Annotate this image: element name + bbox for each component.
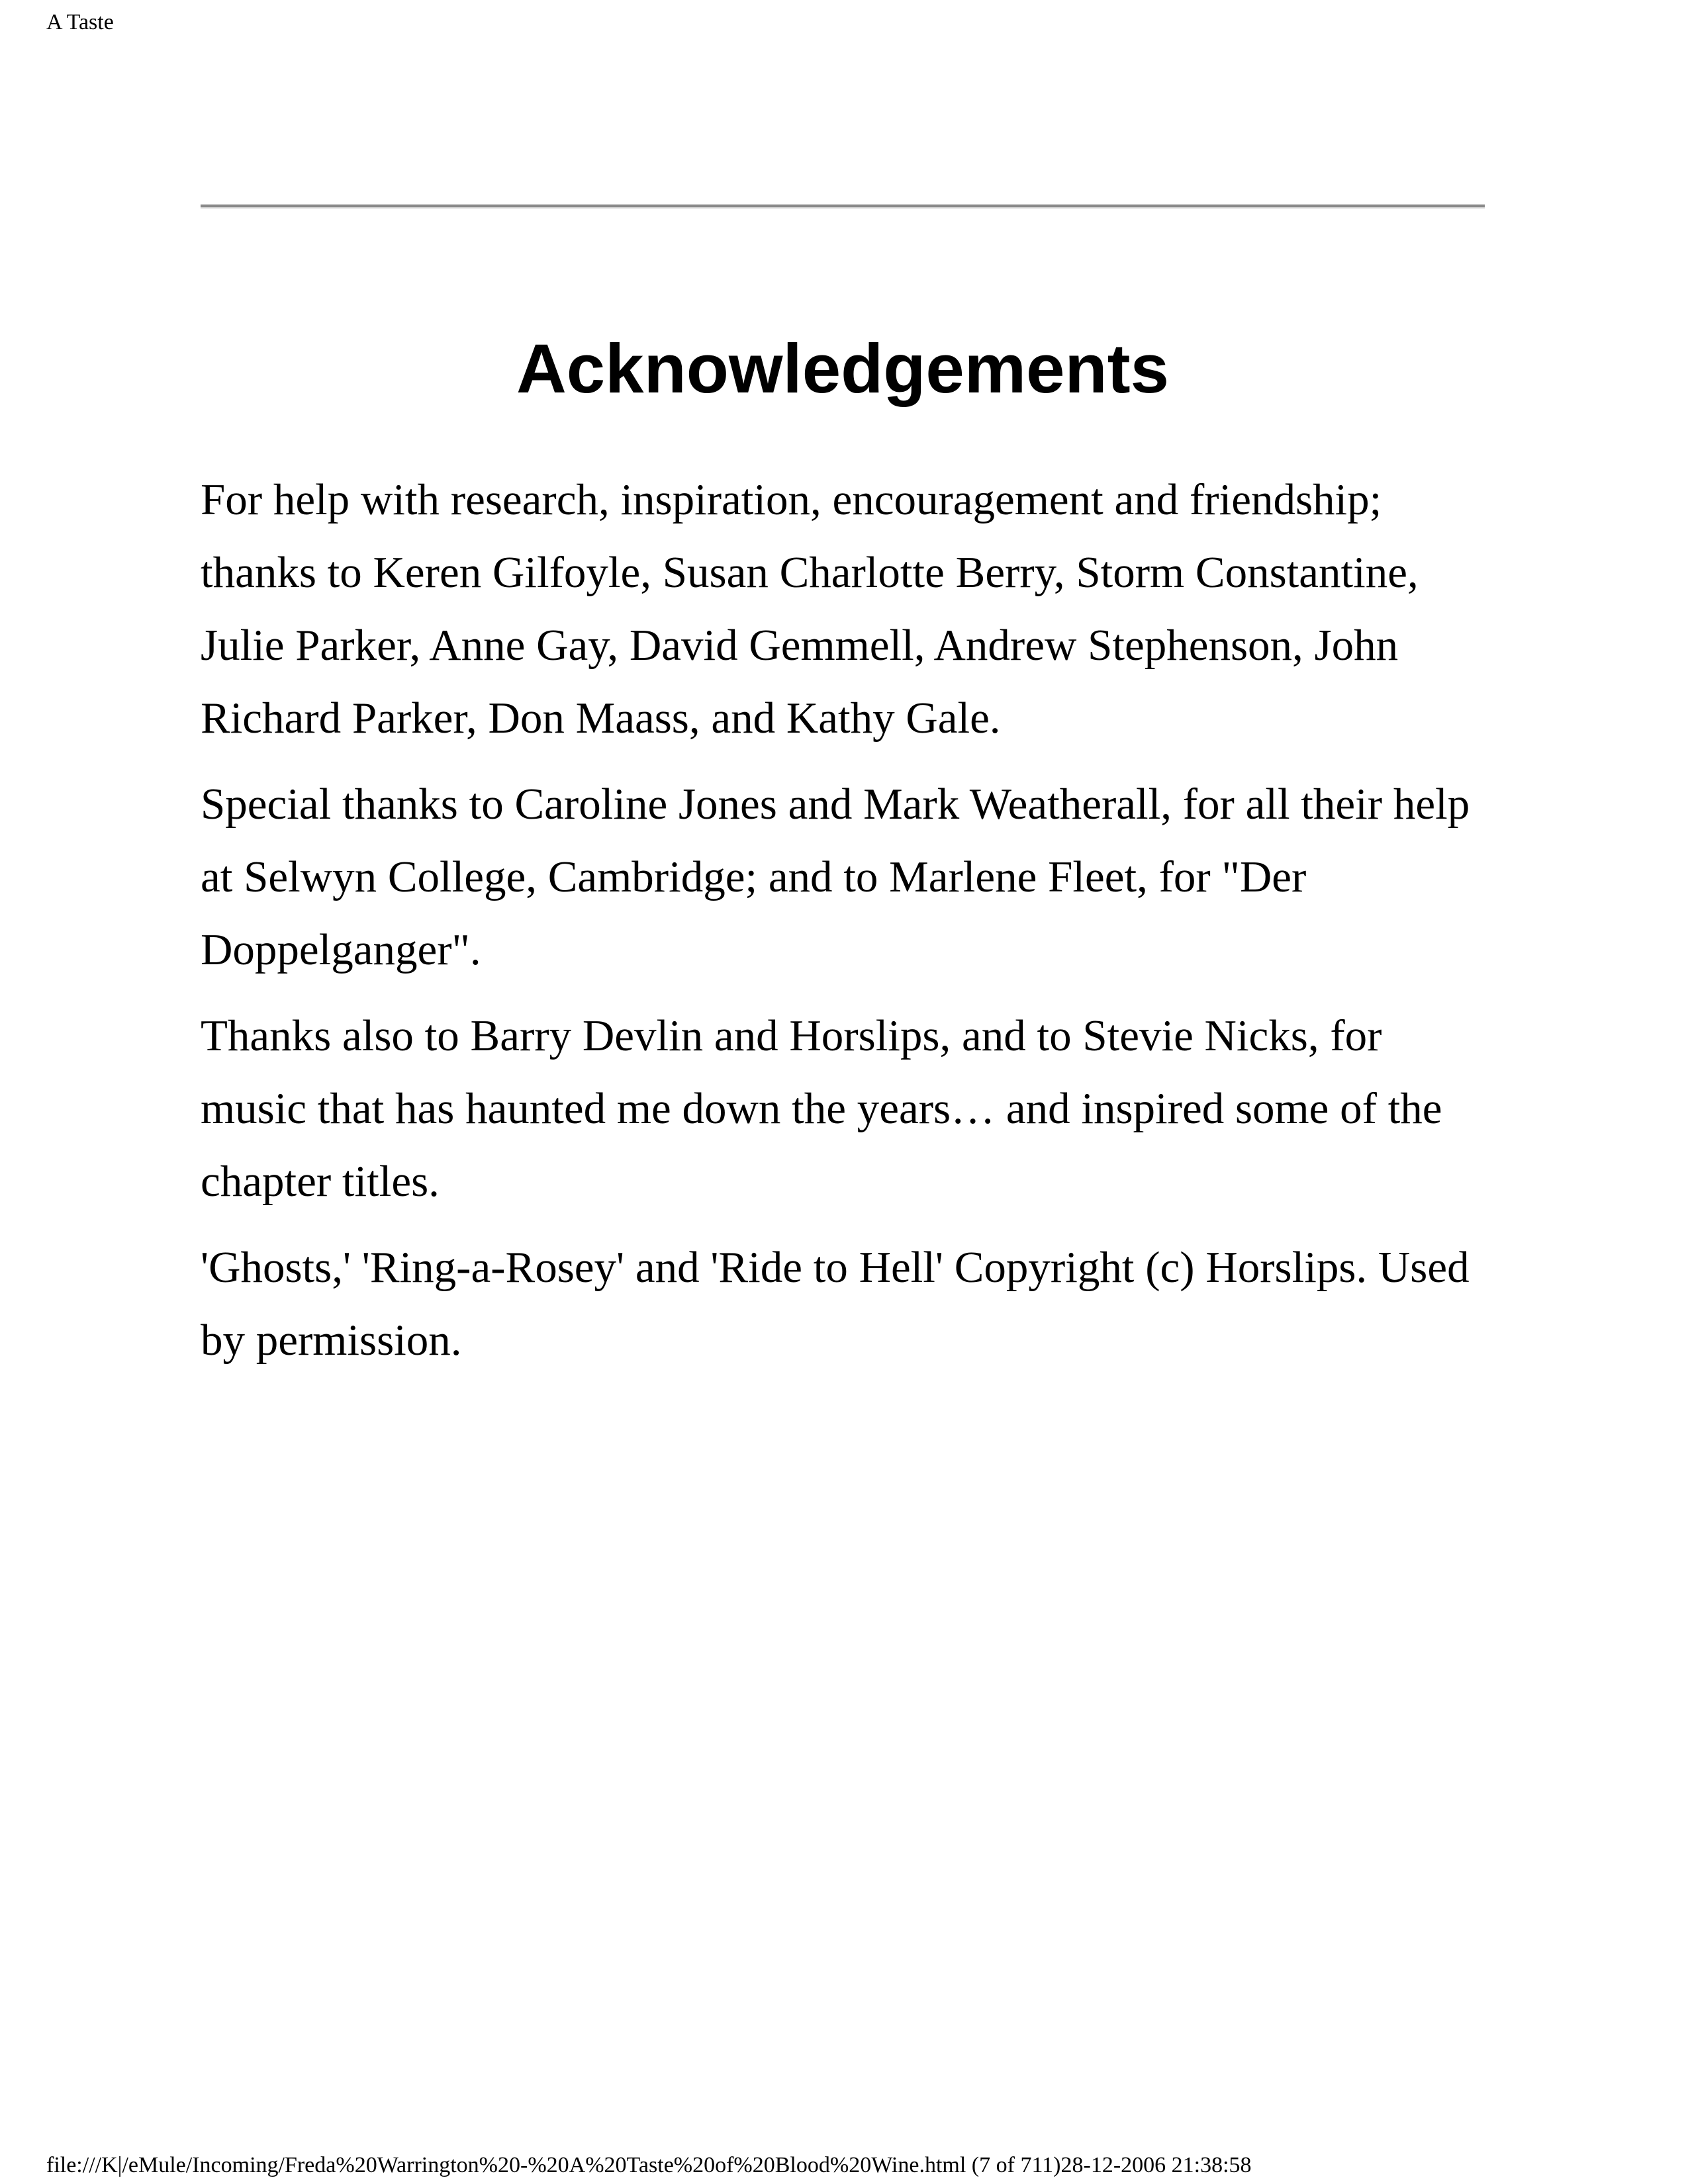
page-header-title: A Taste bbox=[46, 10, 114, 34]
paragraph-copyright: 'Ghosts,' 'Ring-a-Rosey' and 'Ride to Hell' Copyright (c) Horslips. Used by permission. bbox=[201, 1243, 1470, 1365]
horizontal-rule bbox=[201, 205, 1485, 208]
acknowledgements-body bbox=[201, 463, 1485, 1390]
page-footer-path: file:///K|/eMule/Incoming/Freda%20Warrington%20-%20A%20Taste%20of%20Blood%20Wine.html (7 of 711)28-12-2006 21:38:58 bbox=[46, 2153, 1252, 2177]
page-heading: Acknowledgements bbox=[516, 330, 1170, 408]
paragraph-special-thanks: Special thanks to Caroline Jones and Mark Weatherall, for all their help at Selwyn College, Cambridge; and to Marlene Fleet, for "Der Doppelganger". bbox=[201, 780, 1470, 974]
paragraph-music-thanks: Thanks also to Barry Devlin and Horslips, and to Stevie Nicks, for music that has haunted me down the years… and inspired some of the chapter titles. bbox=[201, 1011, 1442, 1206]
paragraph-research-thanks: For help with research, inspiration, encouragement and friendship; thanks to Keren Gilfoyle, Susan Charlotte Berry, Storm Constantine, Julie Parker, Anne Gay, David Gemmell, Andrew Stephenson, John Richard Parker, Don Maass, and Kathy Gale. bbox=[201, 475, 1419, 743]
